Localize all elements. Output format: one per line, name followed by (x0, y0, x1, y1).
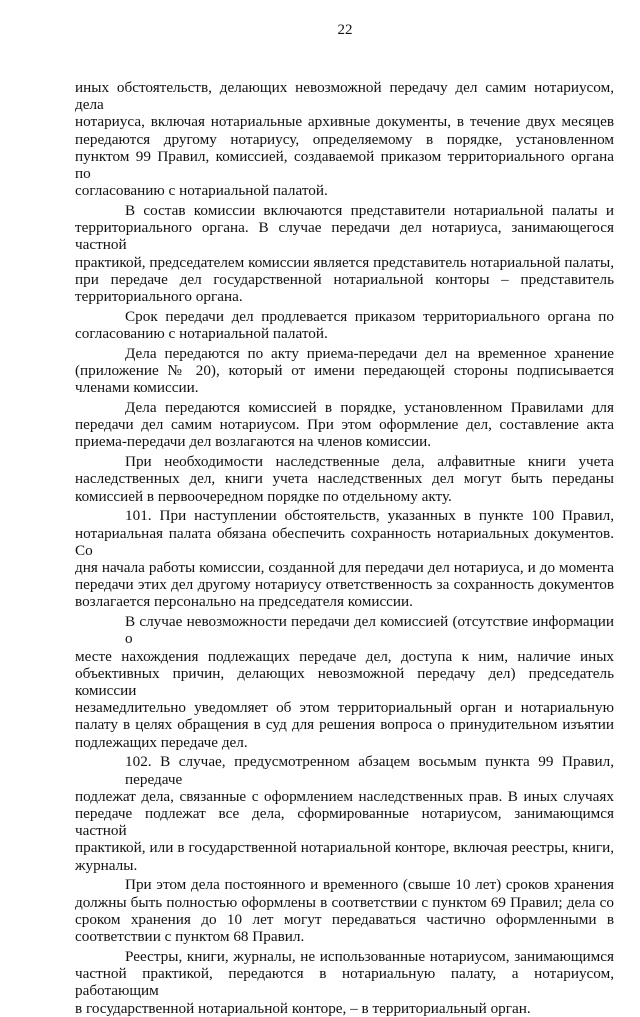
text-line: передачи этих дел другому нотариусу ответственность за сохранность документов (75, 576, 614, 594)
text-line: согласованию с нотариальной палатой. (75, 182, 328, 200)
paragraph (75, 308, 614, 342)
text-line: При этом дела постоянного и временного (свыше 10 лет) сроков хранения (125, 876, 614, 894)
paragraph (75, 507, 614, 610)
text-line: объективных причин, делающих невозможной передачу дел) председатель комиссии (75, 664, 614, 700)
text-line: практикой, председателем комиссии является представитель нотариальной палаты, (75, 253, 614, 271)
paragraph (75, 399, 614, 451)
paragraph (75, 876, 614, 945)
text-line: передаются другому нотариусу, определяемому в порядке, установленном (75, 130, 614, 148)
text-line: подлежащих передаче дел. (75, 733, 248, 751)
text-line: пунктом 99 Правил, комиссией, создаваемой приказом территориального органа по (75, 147, 614, 183)
text-line: в государственной нотариальной конторе, – в территориальный орган. (75, 999, 531, 1017)
text-line: членами комиссии. (75, 379, 199, 397)
paragraph (75, 453, 614, 505)
text-line: территориального органа. В случае передачи дел нотариуса, занимающегося частной (75, 219, 614, 254)
text-line: приема-передачи дел возлагаются на членов комиссии. (75, 433, 432, 451)
document-body (75, 79, 614, 1017)
text-line: В состав комиссии включаются представители нотариальной палаты и (125, 202, 614, 220)
text-line: 101. При наступлении обстоятельств, указанных в пункте 100 Правил, (125, 507, 614, 525)
paragraph (75, 948, 614, 1017)
text-line: должны быть полностью оформлены в соответствии с пунктом 69 Правил; дела со (75, 893, 614, 911)
text-line: Дела передаются по акту приема-передачи дел на временное хранение (125, 344, 614, 362)
text-line: В случае невозможности передачи дел комиссией (отсутствие информации о (125, 613, 614, 648)
paragraph (75, 202, 614, 305)
text-line: практикой, или в государственной нотариальной конторе, включая реестры, книги, (75, 839, 614, 857)
text-line: передачи дел самим нотариусом. При этом оформление дел, составление акта (75, 416, 614, 434)
text-line: месте нахождения подлежащих передаче дел, доступа к ним, наличие иных (75, 647, 614, 665)
text-line: 102. В случае, предусмотренном абзацем восьмым пункта 99 Правил, передаче (125, 753, 614, 788)
text-line: иных обстоятельств, делающих невозможной передачу дел самим нотариусом, дела (75, 79, 614, 114)
text-line: палату в целях обращения в суд для решения вопроса о принудительном изъятии (75, 716, 614, 734)
text-line: нотариальная палата обязана обеспечить сохранность нотариальных документов. Со (75, 524, 614, 559)
text-line: наследственных дел, книги учета наследственных дел могут быть переданы (75, 470, 614, 488)
text-line: соответствии с пунктом 68 Правил. (75, 928, 305, 946)
text-line: подлежат дела, связанные с оформлением наследственных прав. В иных случаях (75, 787, 614, 805)
text-line: незамедлительно уведомляет об этом территориальный орган и нотариальную (75, 699, 614, 717)
text-line: передаче подлежат все дела, сформированные нотариусом, занимающимся частной (75, 805, 614, 840)
paragraph (75, 613, 614, 751)
text-line: Срок передачи дел продлевается приказом территориального органа по (125, 307, 614, 325)
text-line: Дела передаются комиссией в порядке, установленном Правилами для (125, 399, 614, 417)
text-line: комиссией в первоочередном порядке по отдельному акту. (75, 487, 452, 505)
text-line: территориального органа. (75, 288, 243, 306)
text-line: При необходимости наследственные дела, алфавитные книги учета (125, 453, 614, 471)
text-line: возлагается персонально на председателя комиссии. (75, 593, 413, 611)
text-line: (приложение № 20), который от имени передающей стороны подписывается (75, 362, 614, 380)
paragraph (75, 345, 614, 397)
text-line: журналы. (75, 856, 138, 874)
text-line: нотариуса, включая нотариальные архивные документы, в течение двух месяцев (75, 113, 614, 131)
text-line: сроком хранения до 10 лет могут передаваться частично оформленными в (75, 910, 614, 928)
paragraph (75, 753, 614, 873)
text-line: согласованию с нотариальной палатой. (75, 325, 328, 343)
text-line: при передаче дел государственной нотариальной конторы – представитель (75, 270, 614, 288)
paragraph (75, 79, 614, 199)
text-line: дня начала работы комиссии, созданной для передачи дел нотариуса, и до момента (75, 559, 614, 577)
text-line: Реестры, книги, журналы, не использованные нотариусом, занимающимся (125, 947, 614, 965)
page-number: 22 (337, 22, 353, 38)
text-line: частной практикой, передаются в нотариальную палату, а нотариусом, работающим (75, 965, 614, 1000)
